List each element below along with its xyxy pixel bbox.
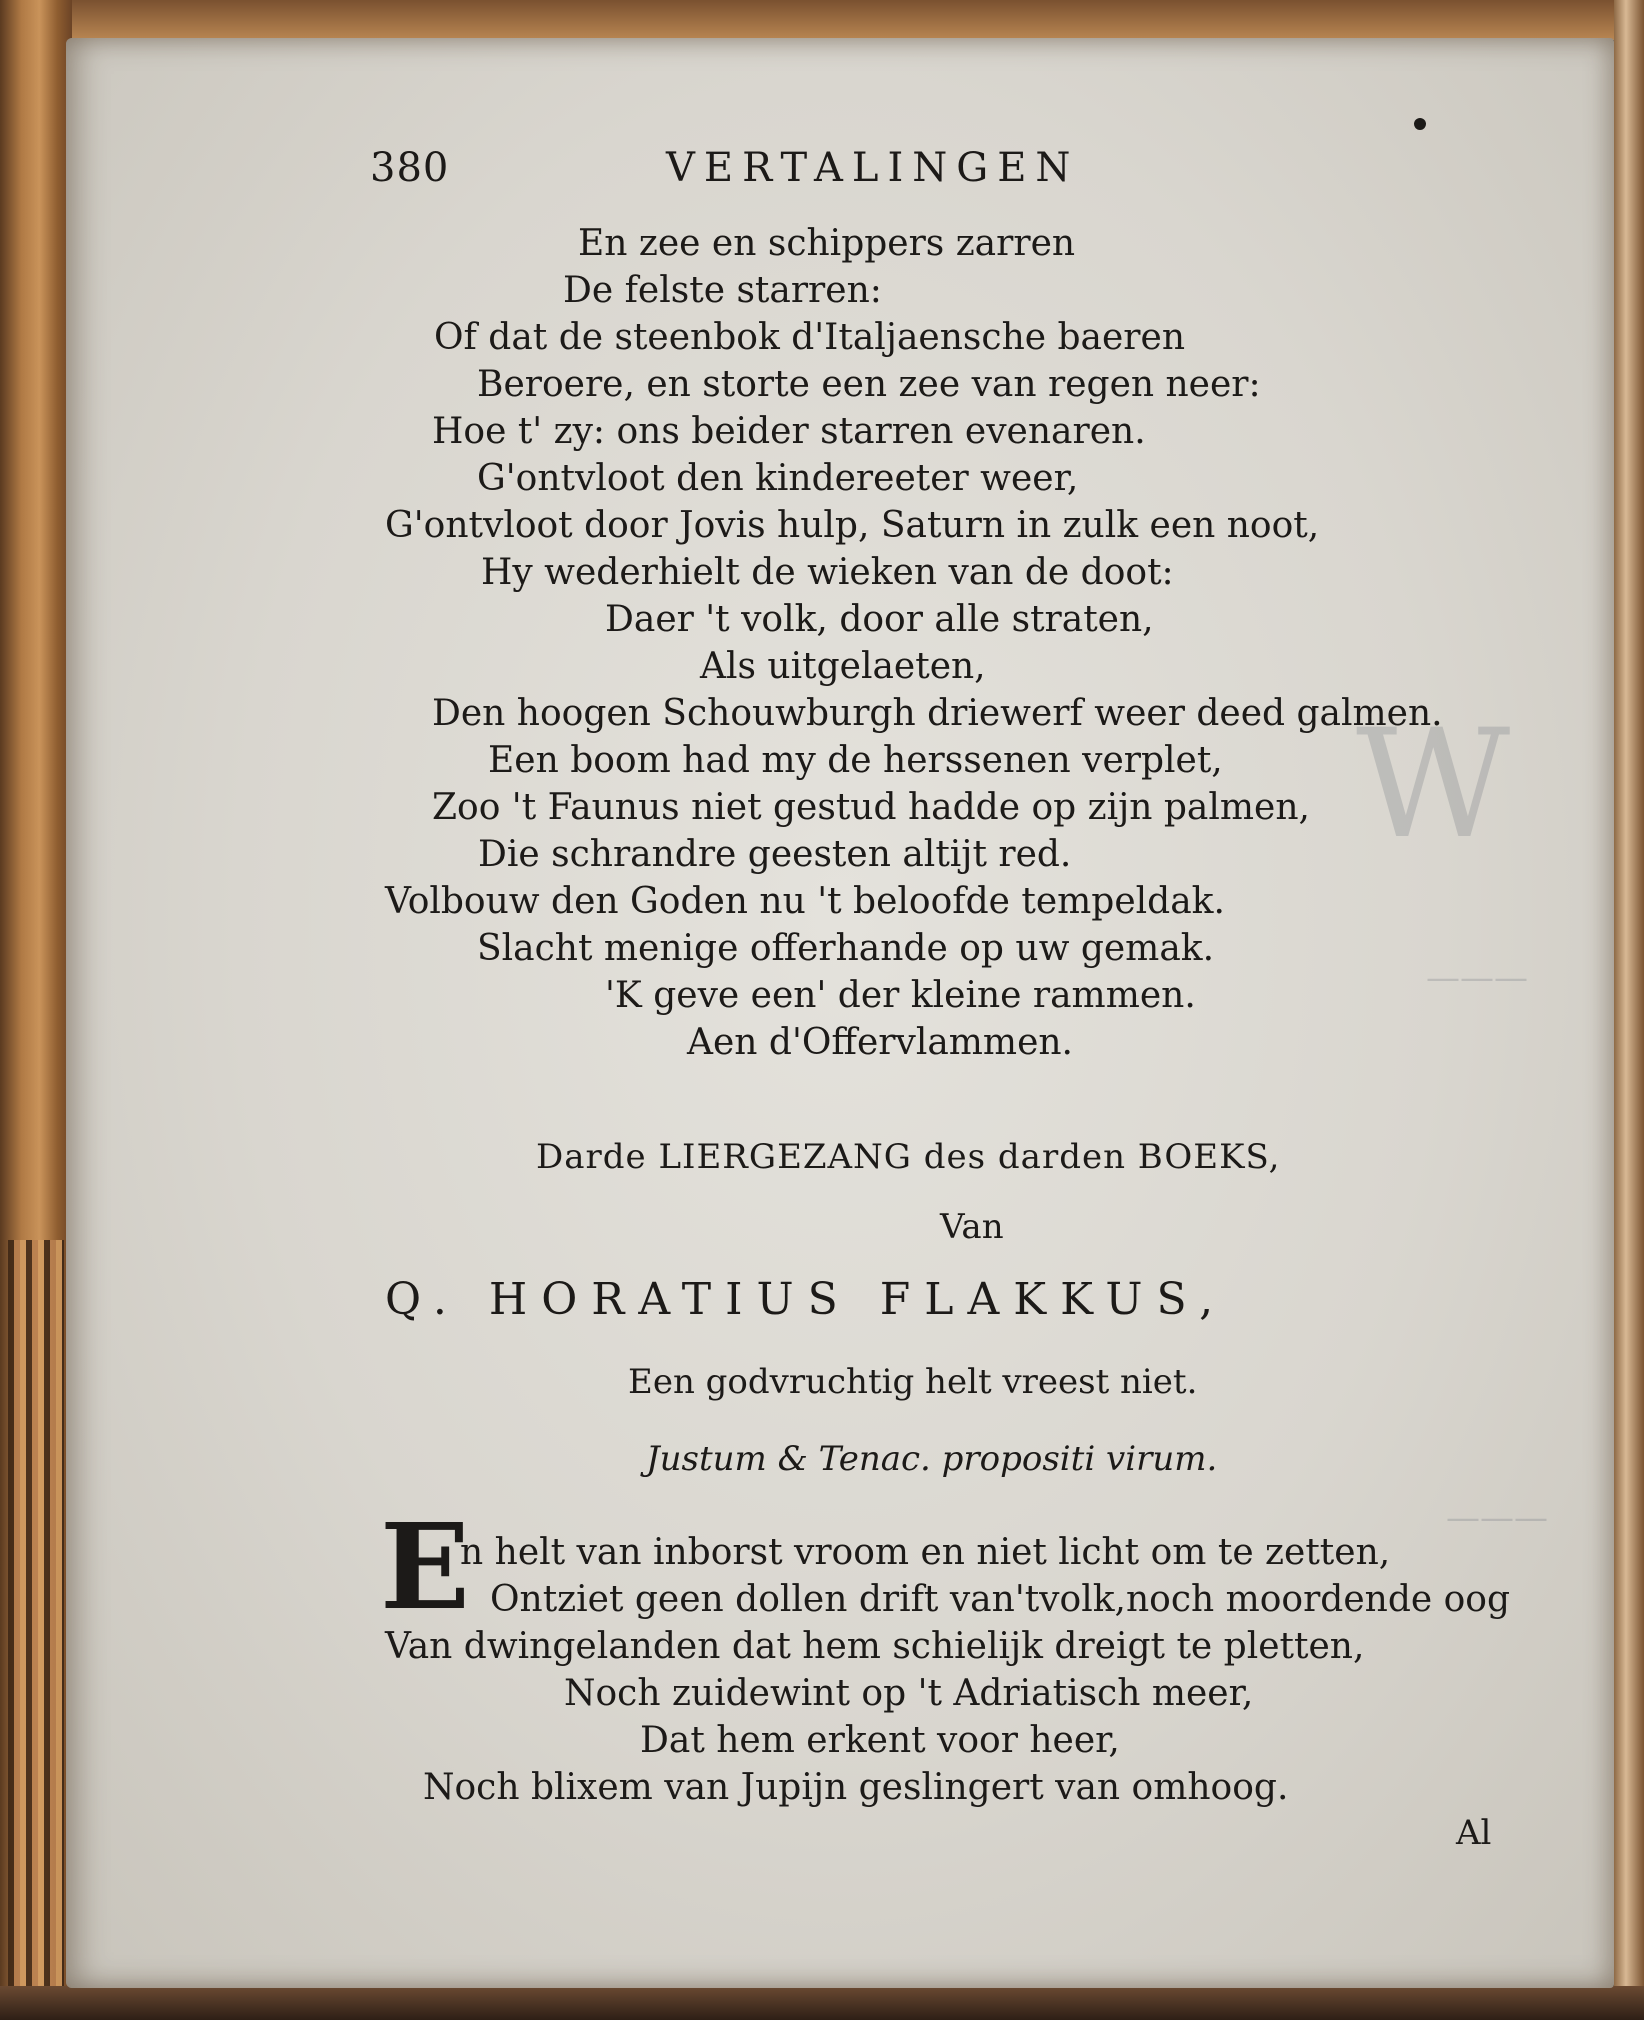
poem-line: n helt van inborst vroom en niet licht om te zetten, <box>460 1532 1391 1573</box>
poem-line: Die schrandre geesten altijt red. <box>478 834 1072 875</box>
poem-line: G'ontvloot den kindereeter weer, <box>477 458 1079 499</box>
catchword: Al <box>1456 1813 1492 1853</box>
book-edge-top <box>0 0 1644 40</box>
poem-line: Of dat de steenbok d'Italjaensche baeren <box>434 317 1186 358</box>
poem-line: Aen d'Offervlammen. <box>687 1022 1073 1063</box>
poem-line: Volbouw den Goden nu 't beloofde tempeldak. <box>385 881 1225 922</box>
page-number: 380 <box>370 145 450 191</box>
section-subtitle: Een godvruchtig helt vreest niet. <box>628 1362 1198 1402</box>
poem-line: Den hoogen Schouwburgh driewerf weer deed galmen. <box>432 693 1443 734</box>
poem-line: G'ontvloot door Jovis hulp, Saturn in zulk een noot, <box>385 505 1320 546</box>
section-van: Van <box>940 1207 1004 1247</box>
poem-line: Noch blixem van Jupijn geslingert van omhoog. <box>423 1767 1289 1808</box>
drop-cap: E <box>380 1497 470 1636</box>
poem-line: De felste starren: <box>563 270 882 311</box>
author-title: Q. HORATIUS FLAKKUS, <box>385 1274 1228 1325</box>
ink-speck <box>1414 118 1426 130</box>
poem-line: 'K geve een' der kleine rammen. <box>605 975 1196 1016</box>
page-header <box>370 145 1370 205</box>
poem-line: Ontziet geen dollen drift van'tvolk,noch moordende oog <box>490 1579 1511 1620</box>
poem-line: Van dwingelanden dat hem schielijk dreigt te pletten, <box>385 1626 1365 1667</box>
page-edges <box>8 1240 64 2000</box>
running-head: VERTALINGEN <box>666 145 1080 191</box>
poem-line: En zee en schippers zarren <box>578 223 1076 264</box>
poem-line: Een boom had my de herssenen verplet, <box>488 740 1223 781</box>
book-edge-bottom <box>0 1986 1644 2020</box>
poem-line: Zoo 't Faunus niet gestud hadde op zijn palmen, <box>432 787 1310 828</box>
poem-line: Slacht menige offerhande op uw gemak. <box>477 928 1215 969</box>
poem-line: Daer 't volk, door alle straten, <box>605 599 1154 640</box>
bleed-through-initial: W <box>1356 698 1511 872</box>
latin-incipit: Justum & Tenac. propositi virum. <box>646 1439 1218 1479</box>
poem-line: Hoe t' zy: ons beider starren evenaren. <box>432 411 1146 452</box>
book-edge-right <box>1614 0 1644 2020</box>
poem-line: Beroere, en storte een zee van regen neer: <box>477 364 1261 405</box>
poem-line: Noch zuidewint op 't Adriatisch meer, <box>564 1673 1254 1714</box>
section-heading: Darde LIERGEZANG des darden BOEKS, <box>536 1137 1281 1177</box>
bleed-through-text: ——— <box>1426 958 1528 998</box>
poem-line: Hy wederhielt de wieken van de doot: <box>481 552 1174 593</box>
poem-line: Dat hem erkent voor heer, <box>640 1720 1120 1761</box>
poem-line: Als uitgelaeten, <box>700 646 986 687</box>
bleed-through-text: ——— <box>1446 1498 1548 1538</box>
